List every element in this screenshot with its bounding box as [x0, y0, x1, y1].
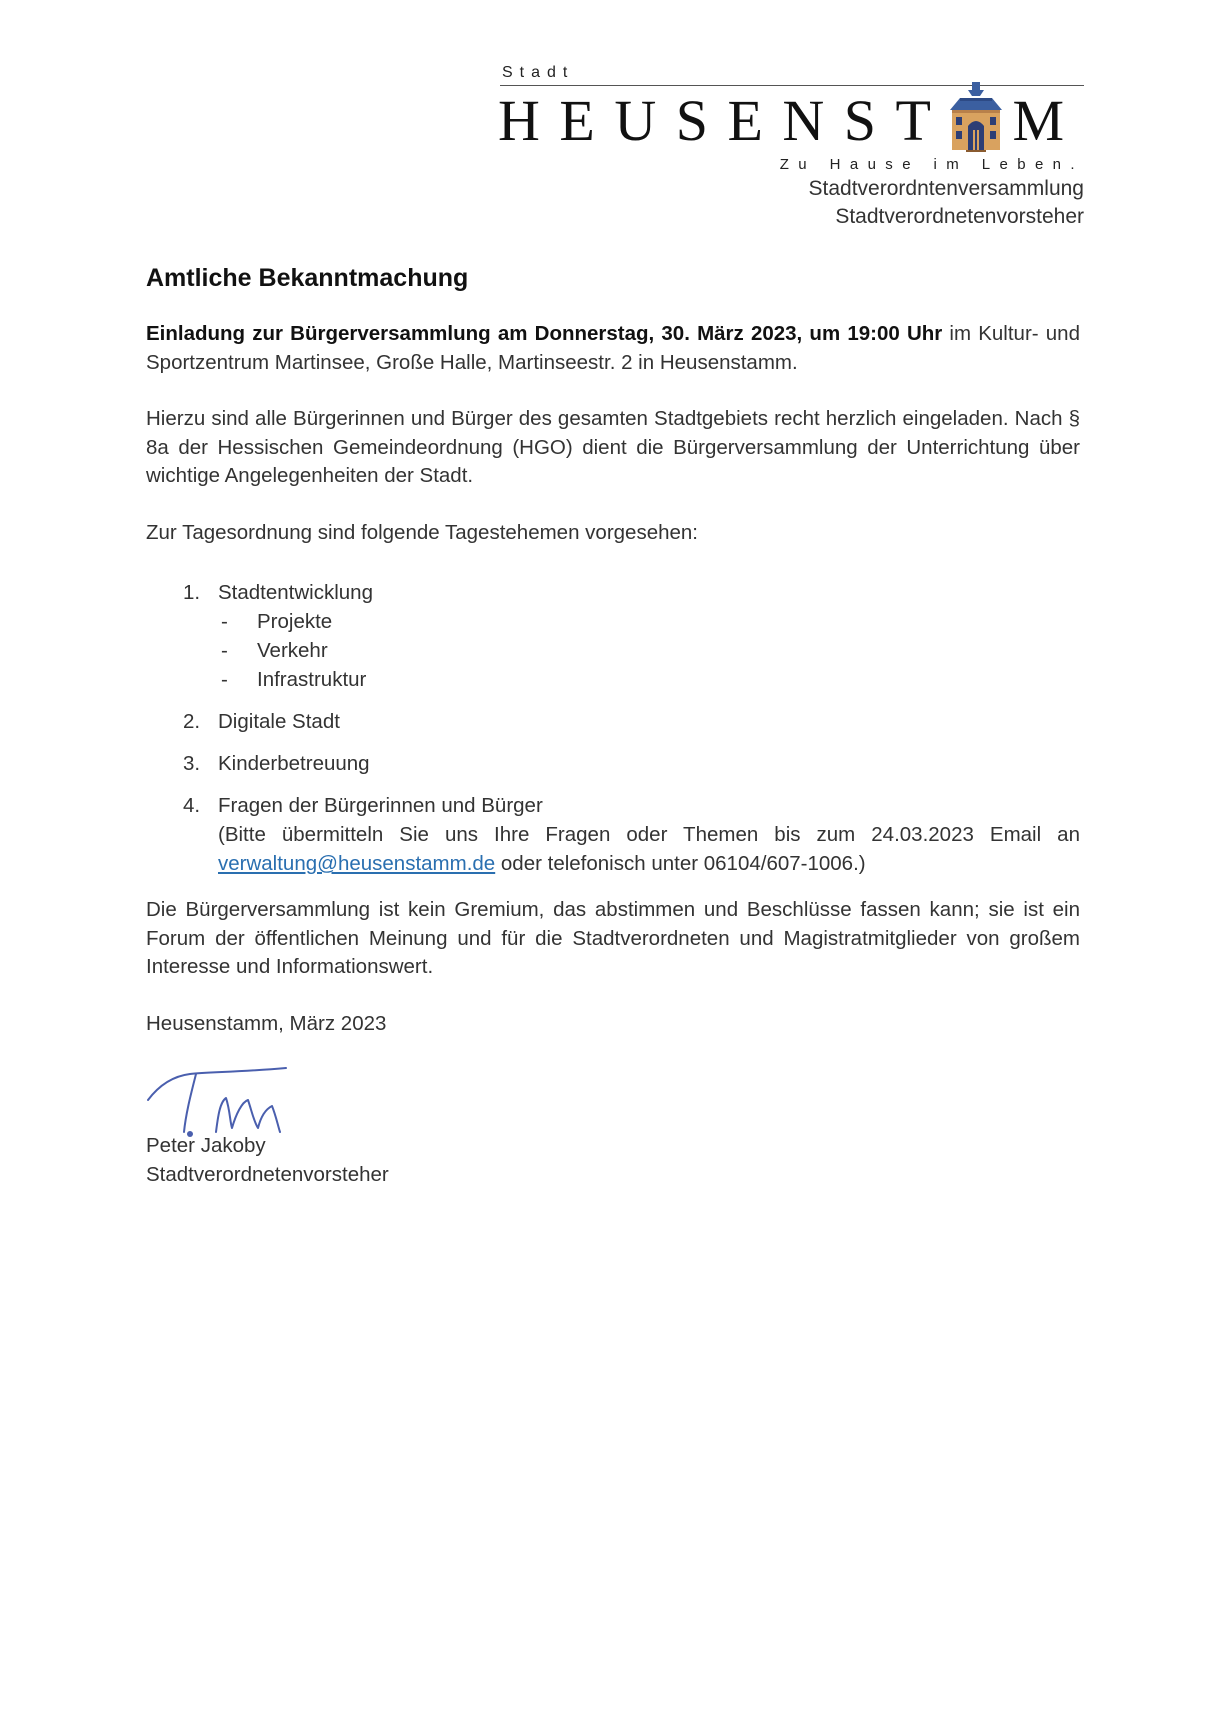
agenda-item [183, 707, 1080, 736]
document-body [146, 262, 1080, 1038]
handwritten-signature [146, 1058, 346, 1138]
agenda-item [183, 791, 1080, 878]
agenda-sublist [218, 607, 1080, 694]
city-name-part1: HEUSENST [498, 88, 951, 153]
agenda-item [183, 749, 1080, 778]
agenda-note-text: (Bitte übermitteln Sie uns Ihre Fragen oder Themen bis zum 24.03.2023 Email an [218, 823, 1080, 846]
signer-role: Stadtverordnetenvorsteher [146, 1163, 389, 1186]
city-name-part2: M [1012, 88, 1084, 153]
agenda-item-label: Kinderbetreuung [218, 752, 370, 775]
letterhead-stadt: Stadt [502, 64, 575, 81]
dash-bullet: - [221, 639, 228, 662]
place-date: Heusenstamm, März 2023 [146, 1011, 387, 1035]
dash-bullet: - [221, 668, 228, 691]
letterhead-department: Stadtverordntenversammlung [808, 177, 1084, 200]
agenda-item-label: Stadtentwicklung [218, 581, 373, 604]
agenda-subitem [218, 636, 1080, 665]
agenda-item-number: 3. [183, 752, 201, 775]
city-logo-wordmark [498, 88, 1084, 154]
agenda-item-label: Fragen der Bürgerinnen und Bürger [218, 794, 543, 817]
agenda-item-label: Digitale Stadt [218, 710, 340, 733]
agenda-item-number: 2. [183, 710, 201, 733]
agenda-subitem-label: Verkehr [257, 639, 328, 662]
agenda-subitem-label: Projekte [257, 610, 333, 633]
agenda-subitem-label: Infrastruktur [257, 668, 367, 691]
invitation-paragraph [146, 320, 1080, 377]
letterhead [500, 60, 1084, 240]
letterhead-office: Stadtverordnetenvorsteher [835, 205, 1084, 228]
agenda-subitem [218, 607, 1080, 636]
dash-bullet: - [221, 610, 228, 633]
invitation-headline: Einladung zur Bürgerversammlung am Donnerstag, 30. März 2023, um 19:00 Uhr [146, 322, 943, 345]
agenda-item-number: 1. [183, 581, 201, 604]
agenda-subitem [218, 665, 1080, 694]
document-title: Amtliche Bekanntmachung [146, 264, 469, 292]
letterhead-tagline: Zu Hause im Leben. [779, 156, 1084, 173]
agenda-item [183, 578, 1080, 694]
closing-paragraph: Die Bürgerversammlung ist kein Gremium, das abstimmen und Beschlüsse fassen kann; sie ist ein Forum der öffentlichen Meinung und für die Stadtverordneten und Magistratmitglieder von großem Interesse und Informationswert. [146, 898, 1080, 978]
agenda-list [183, 578, 1080, 878]
agenda-note-phone: oder telefonisch unter 06104/607-1006.) [495, 852, 866, 875]
signer-block [146, 1131, 389, 1189]
town-hall-icon [950, 94, 1002, 150]
signer-name: Peter Jakoby [146, 1134, 266, 1157]
agenda-intro: Zur Tagesordnung sind folgende Tagestehemen vorgesehen: [146, 520, 698, 544]
agenda-item-number: 4. [183, 794, 201, 817]
email-link[interactable]: verwaltung@heusenstamm.de [218, 852, 496, 875]
intro-paragraph: Hierzu sind alle Bürgerinnen und Bürger des gesamten Stadtgebiets recht herzlich eingeladen. Nach § 8a der Hessischen Gemeindeordnung (HGO) dient die Bürgerversammlung der Unterrichtung über wichtige Angelegenheiten der Stadt. [146, 407, 1080, 487]
agenda-note [218, 820, 1080, 878]
invitation-location: im Kultur- und Sportzentrum Martinsee, Große Halle, Martinseestr. 2 in Heusenstamm. [146, 322, 1080, 374]
